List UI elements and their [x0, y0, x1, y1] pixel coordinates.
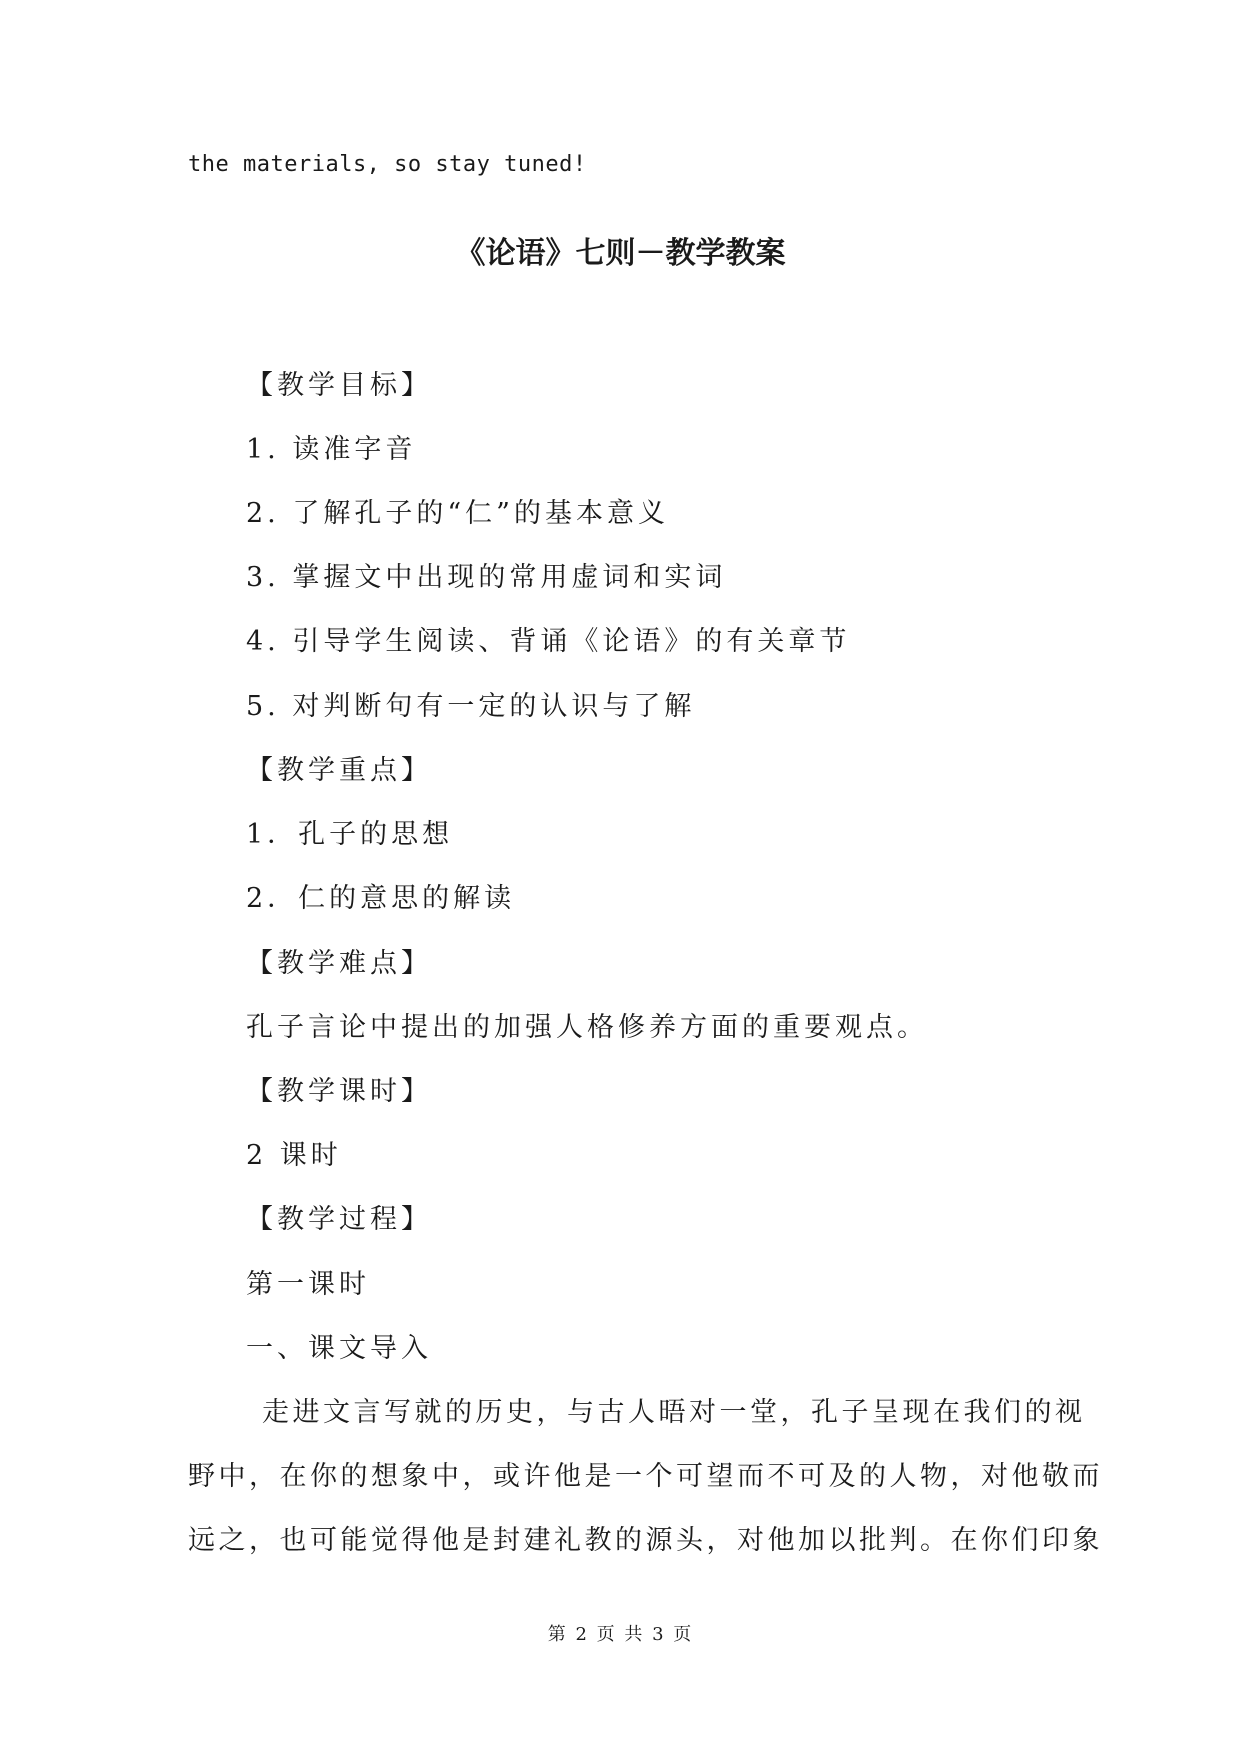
key-point-item: 2．仁的意思的解读 [246, 883, 516, 914]
key-point-item: 1．孔子的思想 [246, 819, 454, 850]
section-heading-process: 【教学过程】 [246, 1204, 432, 1235]
body-paragraph-line: 走进文言写就的历史，与古人晤对一堂，孔子呈现在我们的视 [262, 1397, 1086, 1428]
carryover-text: the materials, so stay tuned! [188, 152, 587, 177]
section-heading-objectives: 【教学目标】 [246, 370, 432, 401]
objective-item: 3. 掌握文中出现的常用虚词和实词 [246, 562, 727, 593]
objective-item: 1. 读准字音 [246, 434, 417, 465]
body-paragraph-line: 远之，也可能觉得他是封建礼教的源头，对他加以批判。在你们印象 [188, 1525, 1103, 1556]
difficulty-text: 孔子言论中提出的加强人格修养方面的重要观点。 [246, 1012, 928, 1043]
objective-item: 5. 对判断句有一定的认识与了解 [246, 691, 696, 722]
page-footer: 第 2 页 共 3 页 [547, 1624, 694, 1645]
section-heading-difficulties: 【教学难点】 [246, 948, 432, 979]
lesson-heading: 第一课时 [246, 1269, 370, 1300]
objective-item: 4. 引导学生阅读、背诵《论语》的有关章节 [246, 626, 851, 657]
section-heading-key-points: 【教学重点】 [246, 755, 432, 786]
subsection-heading: 一、课文导入 [246, 1333, 432, 1364]
objective-item: 2. 了解孔子的“仁”的基本意义 [246, 498, 669, 529]
document-title: 《论语》七则－教学教案 [455, 236, 786, 271]
body-paragraph-line: 野中，在你的想象中，或许他是一个可望而不可及的人物，对他敬而 [188, 1461, 1103, 1492]
section-heading-class-hours: 【教学课时】 [246, 1076, 432, 1107]
class-hours-text: 2 课时 [246, 1140, 342, 1171]
